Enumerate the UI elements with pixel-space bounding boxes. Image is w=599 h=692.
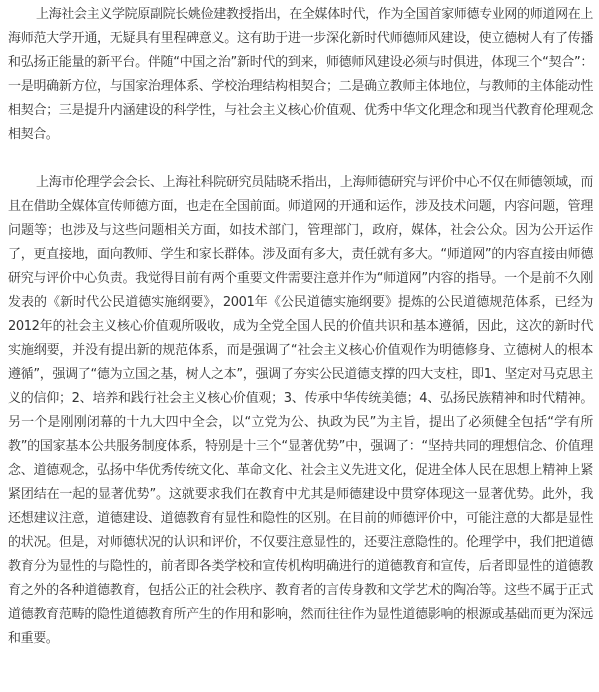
paragraph-lu-xiaohe: 上海市伦理学会会长、上海社科院研究员陆晓禾指出，上海师德研究与评价中心不仅在师德领域，而且在借助全媒体宣传师德方面，也走在全国前面。师道网的开通和运作，涉及技术问题，内容问题，管理问题等；也涉及与这些问题相关方面，如技术部门，管理部门，政府，媒体，社会公众。因为公开运作了，更直接地，面向教师、学生和家长群体。涉及面有多大，责任就有多大。“师道网”的内容直接由师德研究与评价中心负责。我觉得目前有两个重要文件需要注意并作为“师道网”内容的指导。一个是前不久刚发表的《新时代公民道德实施纲要》，2001年《公民道德实施纲要》提炼的公民道德规范体系，已经为2012年的社会主义核心价值观所吸收，成为全党全国人民的价值共识和基本遵循，因此，这次的新时代实施纲要，并没有提出新的规范体系，而是强调了“社会主义核心价值观作为明德修身、立德树人的根本遵循”，强调了“德为立国之基，树人之本”，强调了夯实公民道德支撑的四大支柱，即1、坚定对马克思主义的信仰；2、培养和践行社会主义核心价值观；3、传承中华传统美德；4、弘扬民族精神和时代精神。另一个是刚刚闭幕的十九大四中全会，以“立党为公、执政为民”为主旨，提出了必须健全包括“学有所教”的国家基本公共服务制度体系，特别是十三个“显著优势”中，强调了：“坚持共同的理想信念、价值理念、道德观念，弘扬中华优秀传统文化、革命文化、社会主义先进文化，促进全体人民在思想上精神上紧紧团结在一起的显著优势”。这就要求我们在教育中尤其是师德建设中贯穿体现这一显著优势。此外，我还想建议注意，道德建设、道德教育有显性和隐性的区别。在目前的师德评价中，可能注意的大都是显性的状况。但是，对师德状况的认识和评价，不仅要注意显性的，还要注意隐性的。伦理学中，我们把道德教育分为显性的与隐性的，前者即各类学校和宣传机构明确进行的道德教育和宣传，后者即显性的道德教育之外的各种道德教育，包括公正的社会秩序、教育者的言传身教和文学艺术的陶冶等。这些不属于正式道德教育范畴的隐性道德教育所产生的作用和影响，然而往往作为显性道德影响的根源或基础而更为深远和重要。 [8, 175, 593, 646]
paragraph-yao-jianjian: 上海社会主义学院原副院长姚俭建教授指出，在全媒体时代，作为全国首家师德专业网的师道网在上海师范大学开通，无疑具有里程碑意义。这有助于进一步深化新时代师德师风建设，使立德树人有了传播和弘扬正能量的新平台。伴随“中国之治”新时代的到来，师德师风建设必须与时俱进，体现三个“契合”：一是明确新方位，与国家治理体系、学校治理结构相契合；二是确立教师主体地位，与教师的主体能动性相契合；三是提升内涵建设的科学性，与社会主义核心价值观、优秀中华文化理念和现当代教育伦理观念相契合。 [8, 7, 593, 142]
